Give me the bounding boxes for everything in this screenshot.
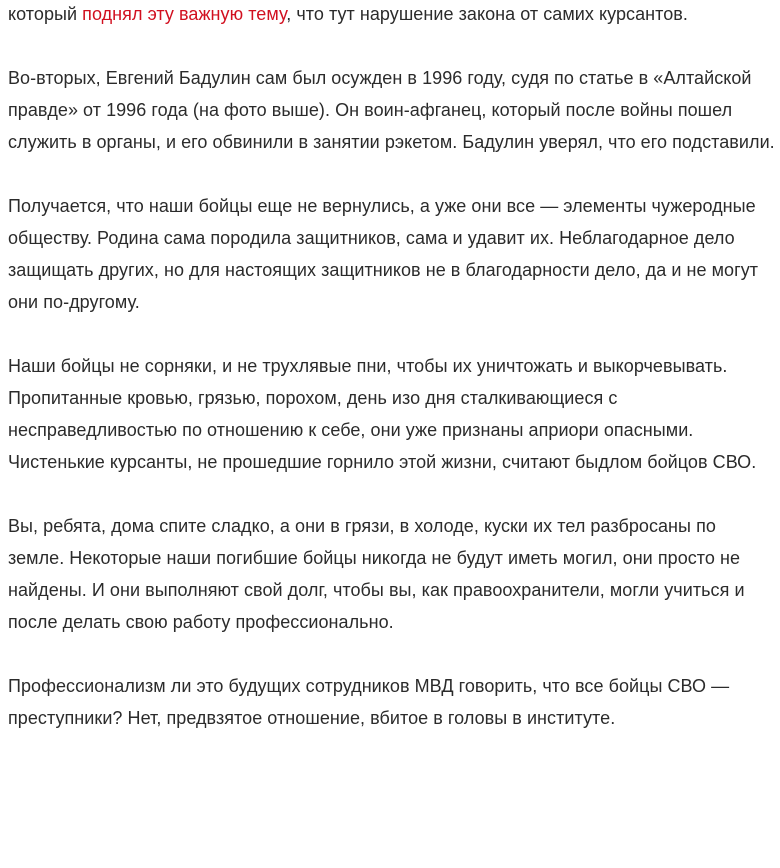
paragraph-2: Во-вторых, Евгений Бадулин сам был осужден в 1996 году, судя по статье в «Алтайской правде» от 1996 года (на фото выше). Он воин-афганец, который после войны пошел служить в органы, и его обвинили в занятии рэкетом. Бадулин уверял, что его подставили. — [8, 68, 775, 152]
paragraph-1-tail-text: , что тут нарушение закона от самих курсантов. — [286, 4, 688, 24]
paragraph-4: Наши бойцы не сорняки, и не трухлявые пни, чтобы их уничтожать и выкорчевывать. Пропитанные кровью, грязью, порохом, день изо дня сталкивающиеся с несправедливостью по отношению к себе, они уже признаны априори опасными. Чистенькие курсанты, не прошедшие горнило этой жизни, считают быдлом бойцов СВО. — [8, 356, 757, 472]
paragraph-1-lead-text: который — [8, 4, 83, 24]
paragraph-5: Вы, ребята, дома спите сладко, а они в грязи, в холоде, куски их тел разбросаны по земле. Некоторые наши погибшие бойцы никогда не будут иметь могил, они просто не найдены. И они выполняют свой долг, чтобы вы, как правоохранители, могли учиться и после делать свою работу профессионально. — [8, 516, 745, 632]
article-content — [8, 0, 776, 766]
paragraph-1 — [8, 0, 776, 30]
topic-link[interactable]: поднял эту важную тему — [82, 4, 287, 24]
paragraph-3: Получается, что наши бойцы еще не вернулись, а уже они все — элементы чужеродные обществу. Родина сама породила защитников, сама и удавит их. Неблагодарное дело защищать других, но для настоящих защитников не в благодарности дело, да и не могут они по-другому. — [8, 196, 759, 312]
paragraph-6: Профессионализм ли это будущих сотрудников МВД говорить, что все бойцы СВО — преступники? Нет, предвзятое отношение, вбитое в головы в институте. — [8, 676, 730, 728]
